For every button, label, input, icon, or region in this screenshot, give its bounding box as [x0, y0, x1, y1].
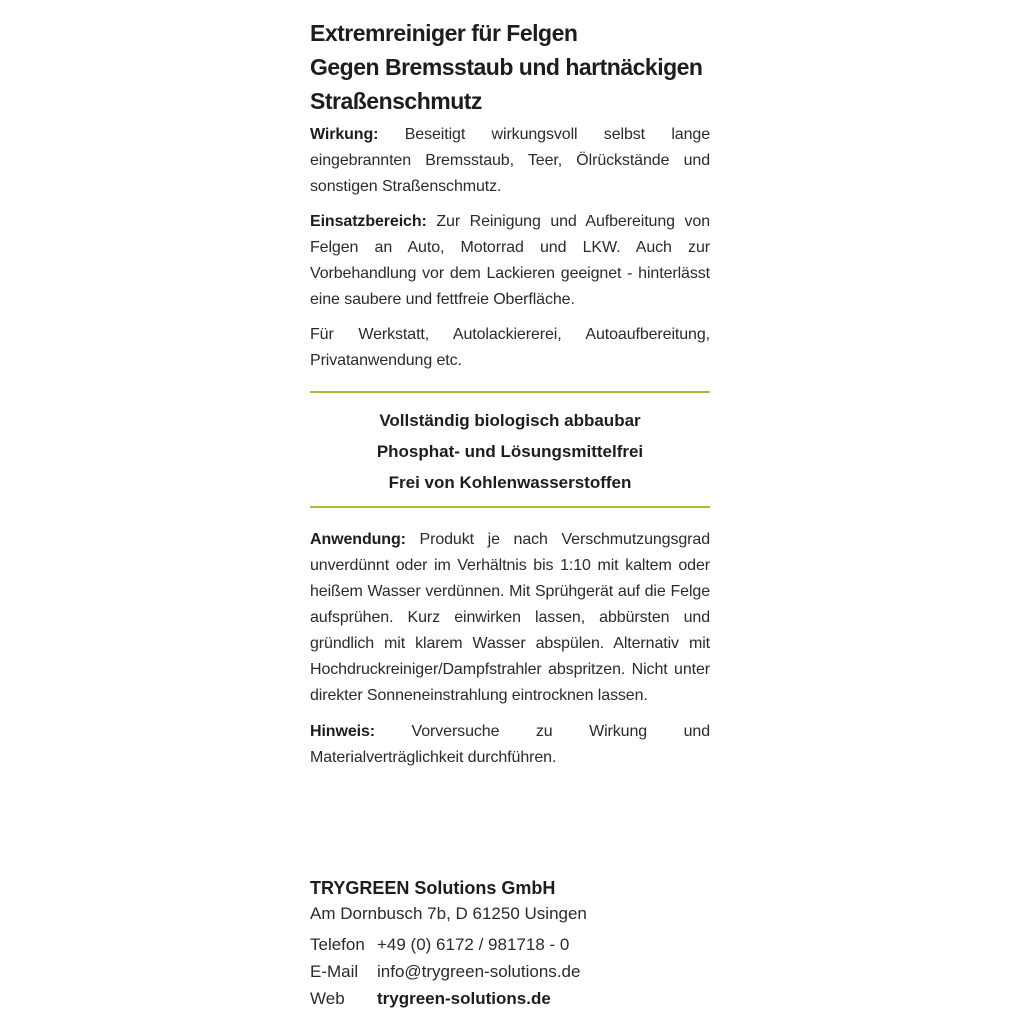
product-title-line-2: Gegen Bremsstaub und hartnäckigen	[310, 54, 703, 80]
web-link[interactable]: trygreen-solutions.de	[377, 989, 551, 1008]
divider-top	[310, 391, 710, 393]
usage-note-text: Für Werkstatt, Autolackiererei, Autoaufbereitung, Privatanwendung etc.	[310, 326, 710, 369]
phone-label: Telefon	[310, 935, 365, 954]
email-row	[310, 958, 730, 985]
anwendung-paragraph	[310, 527, 710, 709]
hinweis-text: Vorversuche zu Wirkung und Materialverträglichkeit durchführen.	[310, 723, 710, 766]
einsatzbereich-label: Einsatzbereich:	[310, 213, 427, 230]
product-title-line-1: Extremreiniger für Felgen	[310, 20, 578, 46]
hinweis-label: Hinweis:	[310, 723, 375, 740]
feature-item: Vollständig biologisch abbaubar	[379, 411, 641, 430]
phone-row	[310, 931, 730, 958]
feature-list	[310, 405, 710, 498]
product-title	[310, 16, 710, 118]
anwendung-label: Anwendung:	[310, 531, 406, 548]
email-link[interactable]: info@trygreen-solutions.de	[377, 962, 581, 981]
product-title-line-3: Straßenschmutz	[310, 88, 482, 114]
wirkung-text: Beseitigt wirkungsvoll selbst lange eingebrannten Bremsstaub, Teer, Ölrückstände und sonstigen Straßenschmutz.	[310, 126, 710, 195]
company-block	[310, 875, 730, 1012]
company-name: TRYGREEN Solutions GmbH	[310, 878, 556, 898]
feature-item: Frei von Kohlenwasserstoffen	[388, 473, 632, 492]
usage-note-paragraph	[310, 322, 710, 374]
anwendung-text: Produkt je nach Verschmutzungsgrad unverdünnt oder im Verhältnis bis 1:10 mit kaltem oder heißem Wasser verdünnen. Mit Sprühgerät auf die Felge aufsprühen. Kurz einwirken lassen, abbürsten und gründlich mit klarem Wasser abspülen. Alternativ mit Hochdruckreiniger/Dampfstrahler abspritzen. Nicht unter direkter Sonneneinstrahlung eintrocknen lassen.	[310, 531, 710, 704]
web-row	[310, 985, 730, 1012]
hinweis-paragraph	[310, 719, 710, 771]
email-label: E-Mail	[310, 962, 359, 981]
wirkung-label: Wirkung:	[310, 126, 379, 143]
einsatzbereich-paragraph	[310, 209, 710, 313]
einsatzbereich-text: Zur Reinigung und Aufbereitung von Felgen an Auto, Motorrad und LKW. Auch zur Vorbehandlung vor dem Lackieren geeignet - hinterlässt eine saubere und fettfreie Oberfläche.	[310, 213, 710, 308]
feature-item: Phosphat- und Lösungsmittelfrei	[376, 442, 644, 461]
wirkung-paragraph	[310, 122, 710, 200]
company-address: Am Dornbusch 7b, D 61250 Usingen	[310, 904, 587, 923]
web-label: Web	[310, 989, 345, 1008]
phone-number: +49 (0) 6172 / 981718 - 0	[377, 935, 570, 954]
divider-bottom	[310, 506, 710, 508]
